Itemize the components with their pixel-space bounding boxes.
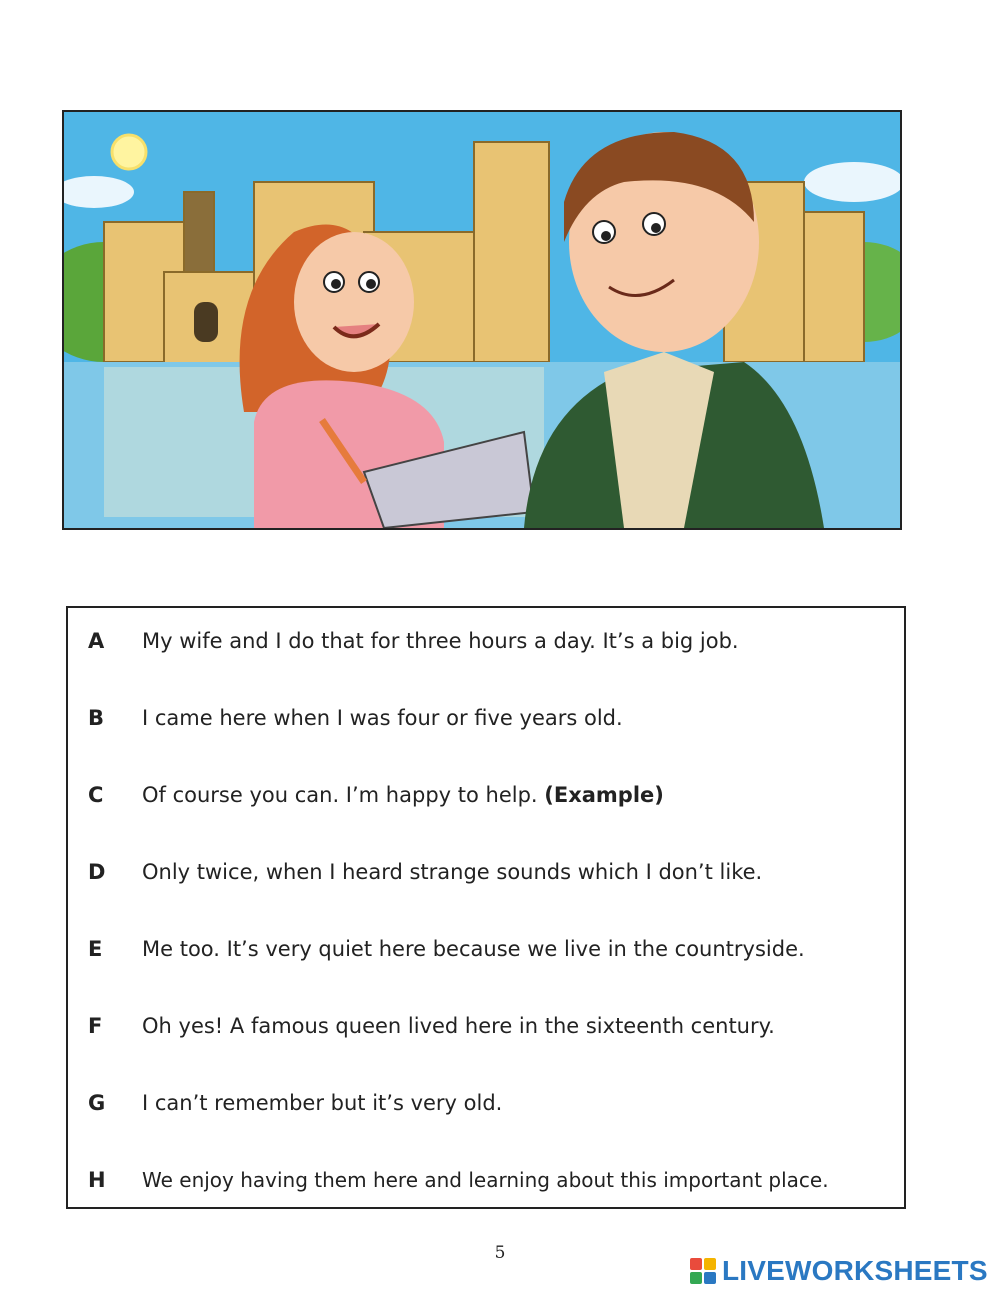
answer-text: Oh yes! A famous queen lived here in the sixteenth century. xyxy=(142,1014,775,1038)
answer-letter: E xyxy=(88,937,103,961)
answer-letter: A xyxy=(88,629,105,653)
answer-letter: H xyxy=(88,1168,106,1192)
answer-text: We enjoy having them here and learning about this important place. xyxy=(142,1168,829,1192)
answer-row-h xyxy=(68,1160,904,1200)
answer-row-g xyxy=(68,1083,904,1123)
answer-text: Me too. It’s very quiet here because we live in the countryside. xyxy=(142,937,805,961)
answer-text: I can’t remember but it’s very old. xyxy=(142,1091,503,1115)
answer-text: I came here when I was four or five years old. xyxy=(142,706,623,730)
answer-row-f xyxy=(68,1006,904,1046)
answer-letter: C xyxy=(88,783,104,807)
example-label: (Example) xyxy=(544,783,664,807)
answer-row-c xyxy=(68,775,904,815)
castle-scene-image xyxy=(64,112,900,528)
liveworksheets-brand[interactable] xyxy=(690,1253,988,1289)
answer-row-e xyxy=(68,929,904,969)
answer-row-a xyxy=(68,621,904,661)
answer-letter: G xyxy=(88,1091,106,1115)
liveworksheets-logo-icon xyxy=(690,1258,716,1284)
answer-row-d xyxy=(68,852,904,892)
answer-text: Of course you can. I’m happy to help. (Example) xyxy=(142,783,664,807)
answer-letter: B xyxy=(88,706,105,730)
answer-text: Only twice, when I heard strange sounds which I don’t like. xyxy=(142,860,763,884)
answers-box xyxy=(66,606,906,1209)
answer-letter: F xyxy=(88,1014,103,1038)
answer-letter: D xyxy=(88,860,106,884)
castle-illustration xyxy=(62,110,902,530)
brand-name: LIVEWORKSHEETS xyxy=(722,1255,988,1286)
page-number: 5 xyxy=(494,1243,506,1263)
answer-text: My wife and I do that for three hours a day. It’s a big job. xyxy=(142,629,739,653)
answer-row-b xyxy=(68,698,904,738)
